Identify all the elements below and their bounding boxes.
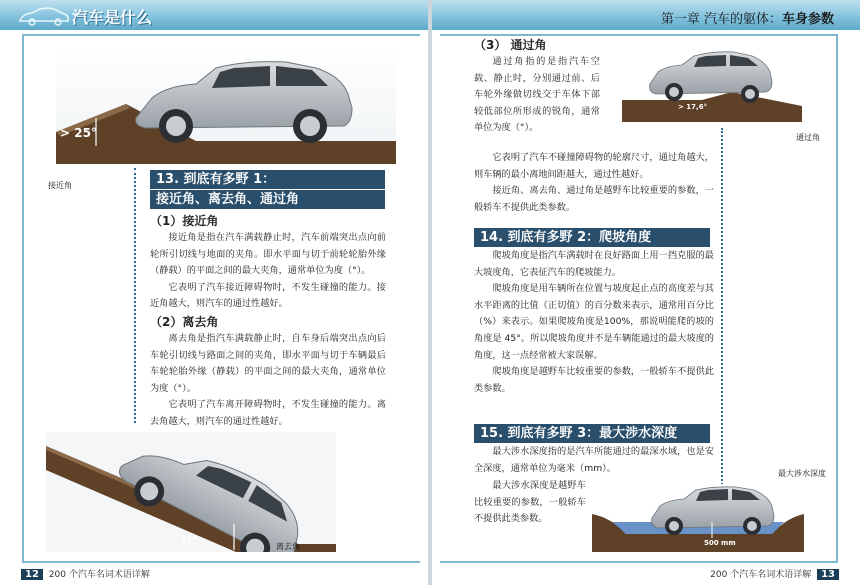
section-14-body <box>474 248 714 397</box>
footer-right <box>710 567 842 581</box>
approach-angle-illustration <box>56 46 396 164</box>
section-15-body-narrow <box>474 478 586 528</box>
breakover-angle-paragraph-3: 接近角、离去角、通过角是越野车比较重要的参数，一般轿车不提供此类参数。 <box>474 185 714 213</box>
header-band-right <box>432 0 860 30</box>
chapter-prefix: 第一章 汽车的躯体： <box>660 12 782 27</box>
departure-angle-caption: 离去角 <box>276 542 300 551</box>
approach-angle-side-label: 接近角 <box>48 181 72 190</box>
breakover-angle-side-label: 通过角 <box>796 133 820 142</box>
approach-angle-paragraph-2: 它表明了汽车接近障碍物时，不发生碰撞的能力。接近角越大，则汽车的通过性越好。 <box>150 281 386 310</box>
departure-angle-illustration <box>46 432 336 552</box>
wading-depth-illustration <box>592 484 804 552</box>
header-band-left <box>0 0 428 30</box>
wading-depth-paragraph-1: 最大涉水深度指的是汽车所能通过的最深水域，也是安全深度，通常单位为毫米（mm）。 <box>474 446 714 474</box>
approach-angle-figure <box>56 46 396 164</box>
section-14-heading: 14. 到底有多野 2：爬坡角度 <box>474 228 710 247</box>
wading-depth-figure <box>592 484 804 552</box>
approach-angle-paragraph-1: 接近角是指在汽车满载静止时，汽车前端突出点向前轮所引切线与地面的夹角。即水平面与切于前轮轮胎外缘（静载）的平面之间的最大夹角，通常单位为度（°）。 <box>150 232 386 277</box>
departure-angle-paragraph-2: 它表明了汽车离开障碍物时，不发生碰撞的能力。离去角越大，则汽车的通过性越好。 <box>150 399 386 427</box>
climb-angle-paragraph-1: 爬坡角度是指汽车满载时在良好路面上用一挡克服的最大坡度角，它表征汽车的爬坡能力。 <box>474 250 714 278</box>
breakover-angle-figure <box>622 44 802 122</box>
approach-angle-value: > 25° <box>60 126 97 140</box>
breakover-angle-paragraph-2: 它表明了汽车不碰撞障碍物的轮廓尺寸，通过角越大，则车辆的最小离地间距越大，通过性越好。 <box>474 152 714 180</box>
section-13-heading-line1: 13. 到底有多野 1： <box>150 170 385 189</box>
breakover-angle-paragraph-1: 通过角指的是指汽车空载、静止时，分别通过前、后车轮外缘做切线交于车体下部较低部位所形成的锐角，通常单位为度（°）。 <box>474 56 600 134</box>
departure-angle-value: 31° <box>180 536 198 546</box>
breakover-angle-value: > 17,6° <box>678 103 708 111</box>
wading-depth-side-label: 最大涉水深度 <box>778 469 826 478</box>
series-title-right: 200 个汽车名词术语详解 <box>710 570 812 580</box>
departure-angle-figure <box>46 432 336 552</box>
climb-angle-paragraph-3: 爬坡角度是越野车比较重要的参数，一般轿车不提供此类参数。 <box>474 366 714 394</box>
series-title-left: 200 个汽车名词术语详解 <box>48 570 150 580</box>
departure-angle-subheading: （2）离去角 <box>150 314 219 329</box>
page-number-right: 13 <box>817 569 839 580</box>
chapter-title <box>661 8 834 27</box>
climb-angle-paragraph-2: 爬坡角度是用车辆所在位置与坡度起止点的高度差与其水平距离的比值（正切值）的百分数来表示，通常用百分比（%）来表示。如果爬坡角度是100%，那说明能爬的坡的角度是 45°。所以爬坡角度并不是车辆能通过的最大坡度的角度，这一点经常被大家误解。 <box>474 283 714 361</box>
chapter-topic: 车身参数 <box>781 12 834 27</box>
section-13-heading-line2: 接近角、离去角、通过角 <box>150 190 385 209</box>
footer-left <box>18 567 150 581</box>
dotted-rule-left <box>134 168 136 423</box>
approach-angle-subheading: （1）接近角 <box>150 214 219 228</box>
car-logo-icon <box>18 6 70 26</box>
book-title: 汽车是什么 <box>72 8 153 27</box>
dotted-rule-right <box>721 128 723 528</box>
breakover-angle-illustration <box>622 44 802 122</box>
section-15-body <box>474 444 714 477</box>
page-number-left: 12 <box>21 569 43 580</box>
section-15-heading: 15. 到底有多野 3：最大涉水深度 <box>474 424 710 443</box>
breakover-angle-subheading: （3） 通过角 <box>474 38 547 52</box>
left-page <box>0 0 428 585</box>
departure-angle-paragraph-1: 离去角是指汽车满载静止时，自车身后端突出点向后车轮引切线与路面之间的夹角，即水平面与切于车辆最后车轮轮胎外缘（静载）的平面之间的最大夹角，通常单位为度（°）。 <box>150 332 386 394</box>
wading-depth-paragraph-2: 最大涉水深度是越野车比较重要的参数，一般轿车不提供此类参数。 <box>474 480 586 525</box>
wading-depth-value: 500 mm <box>704 539 736 547</box>
right-page <box>432 0 860 585</box>
breakover-angle-intro <box>474 36 600 137</box>
section-13-body <box>150 212 386 431</box>
breakover-angle-body <box>474 150 714 216</box>
